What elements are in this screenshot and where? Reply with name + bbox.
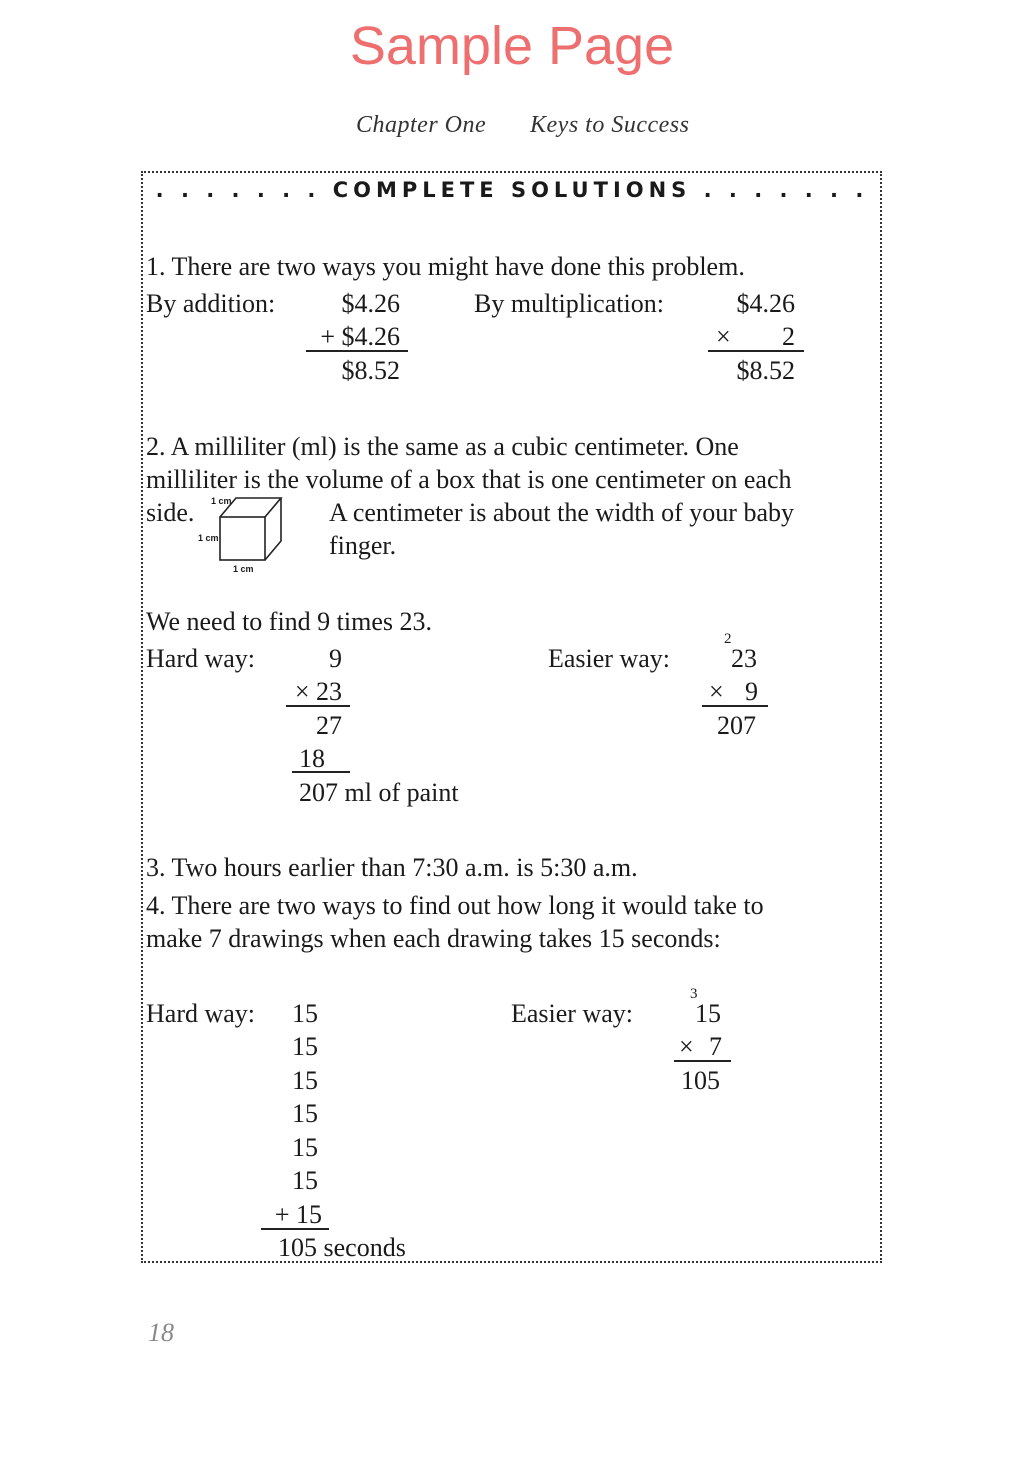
page-number: 18 xyxy=(148,1318,174,1347)
hard-way-2-line-1: 9 xyxy=(329,644,342,673)
sample-page-watermark: Sample Page xyxy=(349,16,675,76)
hard-way-label-2: Hard way: xyxy=(146,644,256,673)
problem-2-line-1: 2. A milliliter (ml) is the same as a cubic centimeter. One xyxy=(146,432,739,461)
problem-2-line-2: milliliter is the volume of a box that is one centimeter on each xyxy=(146,465,792,494)
hard-way-4-row: 15 xyxy=(292,1066,318,1095)
book-title: Keys to Success xyxy=(530,112,690,138)
hard-way-2-line-3: 27 xyxy=(316,711,342,740)
hard-way-2-rule-2 xyxy=(292,771,350,773)
problem-4-line-2: make 7 drawings when each drawing takes 15 seconds: xyxy=(146,924,721,953)
cube-label-side: 1 cm xyxy=(198,533,219,543)
problem-1-intro: 1. There are two ways you might have done this problem. xyxy=(146,252,745,281)
easier-way-2-carry: 2 xyxy=(724,631,732,647)
cube-label-top: 1 cm xyxy=(211,496,232,506)
easier-way-2-line-2: 9 xyxy=(745,677,758,706)
multiplication-line-1: $4.26 xyxy=(736,289,795,318)
hard-way-4-row: 15 xyxy=(292,999,318,1028)
multiplication-rule xyxy=(708,350,804,352)
addition-result: $8.52 xyxy=(341,356,400,385)
hard-way-4-row: 15 xyxy=(292,1099,318,1128)
complete-solutions-heading: . . . . . . . COMPLETE SOLUTIONS . . . . . . . xyxy=(155,178,869,202)
multiplication-line-2: 2 xyxy=(782,322,795,351)
need-statement: We need to find 9 times 23. xyxy=(146,607,433,636)
easier-way-2-rule xyxy=(702,705,768,707)
easier-way-2-line-1: 23 xyxy=(731,644,757,673)
hard-way-2-result: 207 ml of paint xyxy=(299,778,459,807)
multiplication-label: By multiplication: xyxy=(474,289,664,318)
hard-way-4-row: 15 xyxy=(292,1133,318,1162)
multiplication-operator: × xyxy=(716,322,731,351)
hard-way-label-4: Hard way: xyxy=(146,999,256,1028)
addition-rule xyxy=(306,350,408,352)
easier-way-label-2: Easier way: xyxy=(548,644,671,673)
addition-label: By addition: xyxy=(146,289,276,318)
problem-2-line-3: side. xyxy=(146,498,195,527)
easier-way-4-carry: 3 xyxy=(690,986,698,1002)
hard-way-4-rule xyxy=(261,1228,329,1230)
easier-way-4-result: 105 xyxy=(681,1066,720,1095)
chapter-label: Chapter One xyxy=(356,112,487,138)
centimeter-note-1: A centimeter is about the width of your baby xyxy=(329,498,795,527)
easier-way-4-line-2: 7 xyxy=(709,1032,722,1061)
addition-line-1: $4.26 xyxy=(341,289,400,318)
hard-way-2-rule-1 xyxy=(286,705,350,707)
hard-way-2-line-2: × 23 xyxy=(294,677,342,706)
addition-line-2: + $4.26 xyxy=(320,322,400,351)
problem-3-text: 3. Two hours earlier than 7:30 a.m. is 5:30 a.m. xyxy=(146,853,638,882)
centimeter-note-2: finger. xyxy=(329,531,397,560)
multiplication-result: $8.52 xyxy=(736,356,795,385)
easier-way-4-rule xyxy=(674,1060,731,1062)
hard-way-2-line-4: 18 xyxy=(299,744,325,773)
cube-label-bottom: 1 cm xyxy=(233,564,254,574)
problem-4-line-1: 4. There are two ways to find out how long it would take to xyxy=(146,891,764,920)
easier-way-2-operator: × xyxy=(709,677,724,706)
easier-way-2-result: 207 xyxy=(717,711,756,740)
hard-way-4-last-row: + 15 xyxy=(274,1200,322,1229)
hard-way-4-row: 15 xyxy=(292,1032,318,1061)
easier-way-label-4: Easier way: xyxy=(511,999,634,1028)
easier-way-4-operator: × xyxy=(679,1032,694,1061)
cube-front-face xyxy=(220,517,265,560)
easier-way-4-line-1: 15 xyxy=(695,999,721,1028)
hard-way-4-row: 15 xyxy=(292,1166,318,1195)
hard-way-4-result: 105 seconds xyxy=(278,1233,406,1262)
